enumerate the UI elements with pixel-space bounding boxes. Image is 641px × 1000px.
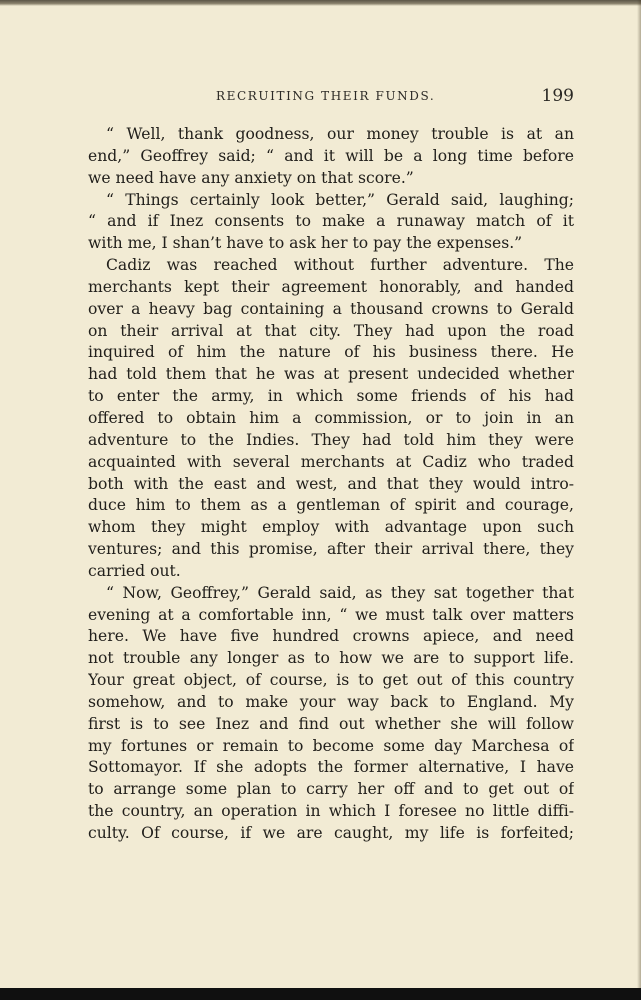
text-line: to arrange some plan to carry her off and to get out of xyxy=(88,780,574,799)
page-bottom-edge xyxy=(0,988,641,1000)
text-line: Sottomayor. If she adopts the former alternative, I have xyxy=(88,758,574,777)
body-text xyxy=(88,124,574,845)
text-line: somehow, and to make your way back to England. My xyxy=(88,692,574,711)
text-line: not trouble any longer as to how we are to support life. xyxy=(88,649,574,668)
text-line: culty. Of course, if we are caught, my life is forfeited; xyxy=(88,824,574,842)
text-line: end,” Geoffrey said; “ and it will be a long time before xyxy=(88,146,574,165)
text-line: on their arrival at that city. They had upon the road xyxy=(88,321,574,340)
page-right-edge xyxy=(637,0,641,1000)
text-line: “ Things certainly look better,” Gerald said, laughing; xyxy=(106,190,574,209)
running-head xyxy=(88,88,574,108)
text-line: offered to obtain him a commission, or to join in an xyxy=(88,408,574,427)
text-line: evening at a comfortable inn, “ we must talk over matters xyxy=(88,605,574,624)
text-line: both with the east and west, and that they would intro- xyxy=(88,474,574,493)
text-line: we need have any anxiety on that score.” xyxy=(88,168,414,187)
text-line: over a heavy bag containing a thousand crowns to Gerald xyxy=(88,299,574,318)
running-title: RECRUITING THEIR FUNDS. xyxy=(216,89,436,103)
text-line: “ Now, Geoffrey,” Gerald said, as they sat together that xyxy=(106,583,574,602)
text-line: Your great object, of course, is to get out of this country xyxy=(88,671,574,690)
text-line: to enter the army, in which some friends of his had xyxy=(88,387,574,406)
text-line: Cadiz was reached without further adventure. The xyxy=(106,256,574,275)
text-line: first is to see Inez and find out whether she will follow xyxy=(88,714,574,733)
text-line: adventure to the Indies. They had told him they were xyxy=(88,430,574,449)
text-line: my fortunes or remain to become some day Marchesa of xyxy=(88,736,574,755)
text-line: with me, I shan’t have to ask her to pay the expenses.” xyxy=(88,234,523,253)
page-number: 199 xyxy=(541,86,574,106)
text-line: duce him to them as a gentleman of spirit and courage, xyxy=(88,496,574,515)
text-line: inquired of him the nature of his business there. He xyxy=(88,343,574,362)
text-line: ventures; and this promise, after their arrival there, they xyxy=(88,540,574,559)
text-line: whom they might employ with advantage upon such xyxy=(88,518,574,537)
text-line: here. We have five hundred crowns apiece, and need xyxy=(88,627,574,646)
text-line: merchants kept their agreement honorably, and handed xyxy=(88,277,574,296)
page-top-edge xyxy=(0,0,641,6)
text-line: “ Well, thank goodness, our money trouble is at an xyxy=(106,125,574,143)
text-line: had told them that he was at present undecided whether xyxy=(88,365,574,384)
text-line: the country, an operation in which I foresee no little diffi- xyxy=(88,802,574,821)
text-line: acquainted with several merchants at Cadiz who traded xyxy=(88,452,574,471)
text-line: “ and if Inez consents to make a runaway match of it xyxy=(88,212,574,231)
text-line: carried out. xyxy=(88,561,181,580)
